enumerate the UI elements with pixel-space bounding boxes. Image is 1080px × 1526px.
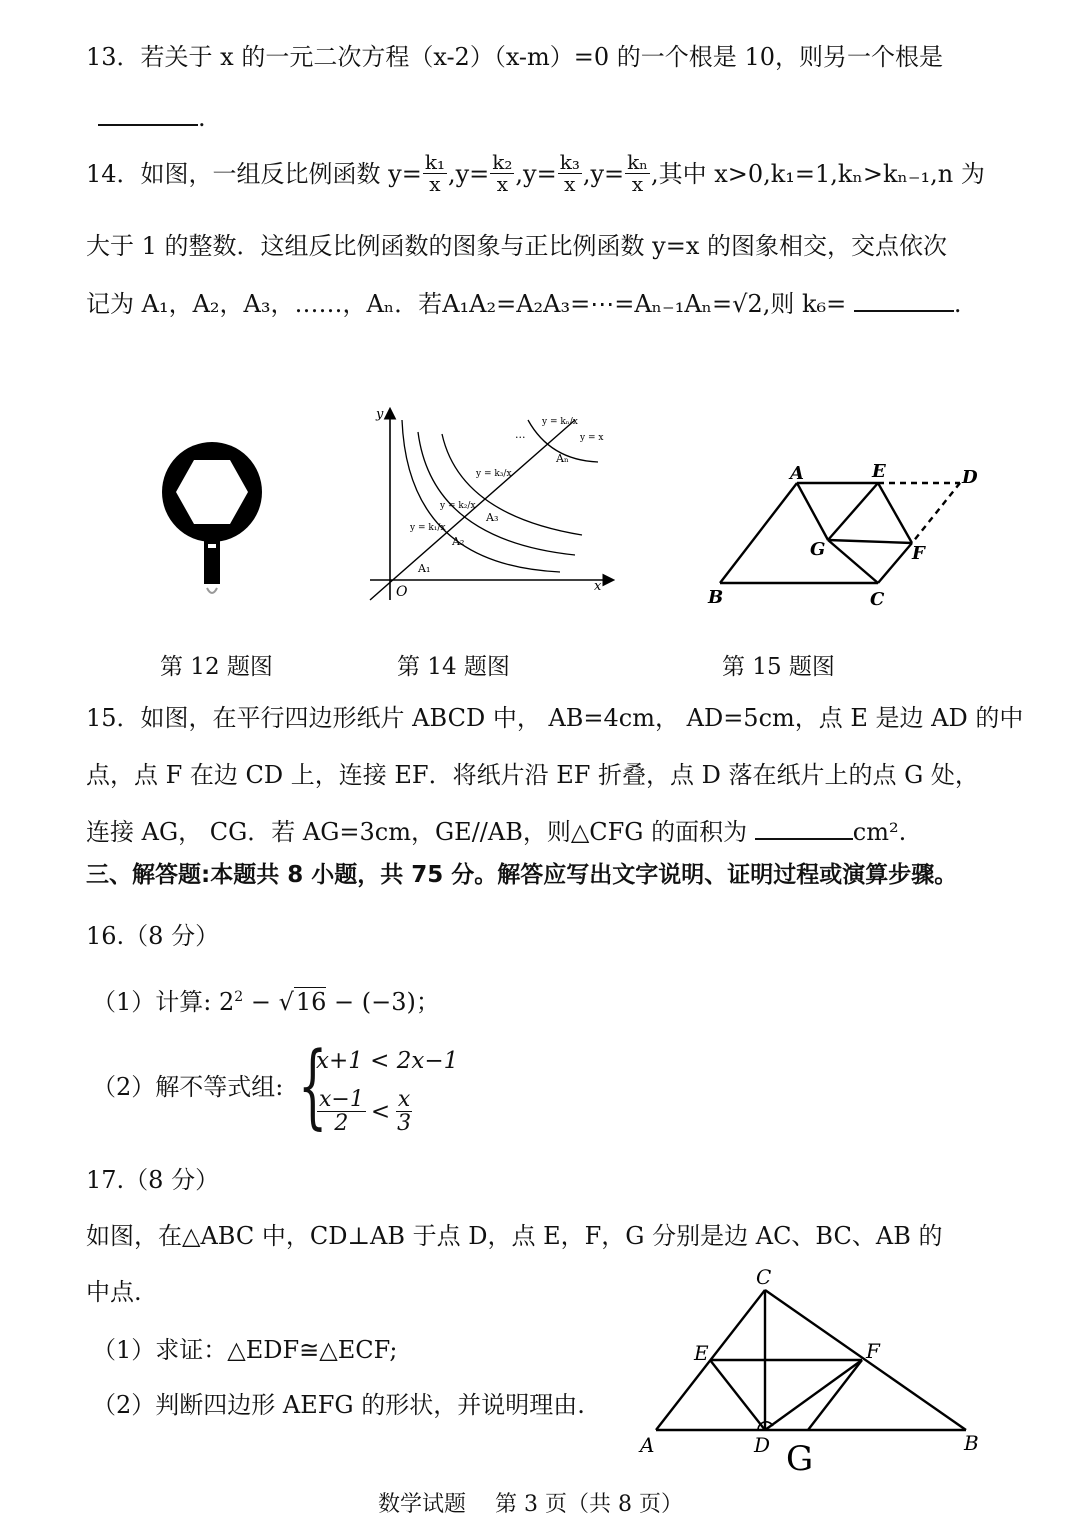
fig14-label-yx: y = x <box>580 433 604 443</box>
q14-prefix: 14．如图，一组反比例函数 y= <box>86 159 422 188</box>
q16-p1-label: （1）计算: <box>92 988 212 1016</box>
q17-line2: 中点. <box>86 1278 142 1306</box>
ineq2-den1: 2 <box>334 1111 349 1137</box>
fig15-ag <box>797 483 828 540</box>
q14-line3-end: . <box>953 290 962 318</box>
q15-line3-end: cm². <box>852 818 907 846</box>
q16-ineq1: x+1 < 2x−1 <box>316 1048 459 1074</box>
figure-17 <box>630 1262 990 1484</box>
fig15-cf <box>878 543 912 583</box>
q17-title: 17.（8 分） <box>86 1166 220 1194</box>
q13-line2 <box>98 106 206 130</box>
fig14-axis-x-label: x <box>594 579 602 594</box>
q14-frac1 <box>423 152 447 195</box>
figure-14 <box>360 400 620 610</box>
q15-line2: 点，点 F 在边 CD 上，连接 EF．将纸片沿 EF 折叠，点 D 落在纸片上的点 G 处， <box>86 761 979 789</box>
q14-line2-text: 大于 1 的整数．这组反比例函数的图象与正比例函数 y=x 的图象相交，交点依次 <box>86 232 947 260</box>
q14-line1 <box>86 152 985 195</box>
q13-text: 13．若关于 x 的一元二次方程（x-2）（x-m）=0 的一个根是 10，则另一个根是 <box>86 43 943 71</box>
fig17-fd <box>765 1360 862 1430</box>
fig14-dots: ... <box>515 428 526 441</box>
fig17-label-g-handwritten: G <box>786 1439 814 1479</box>
caption-14: 第 14 题图 <box>397 654 510 680</box>
ineq2-num2: x <box>397 1087 411 1112</box>
q16-part2-label: （2）解不等式组: <box>92 1073 284 1101</box>
fig17-ed <box>710 1360 765 1430</box>
fig12-tip <box>207 588 217 593</box>
fig12-stem-fill <box>204 548 220 584</box>
q14-mid3: ,y= <box>582 159 625 188</box>
q15-line1: 15．如图，在平行四边形纸片 ABCD 中， AB=4cm， AD=5cm，点 E 是边 AD 的中 <box>86 704 1024 732</box>
brace-icon: { <box>298 1032 328 1139</box>
q17-line1: 如图，在△ABC 中，CD⊥AB 于点 D，点 E，F，G 分别是边 AC、BC、AB 的 <box>86 1222 943 1250</box>
fig14-pt-a2: A₂ <box>452 535 465 548</box>
q14-answer-blank <box>854 304 954 312</box>
q14-line3-text: 记为 A₁，A₂，A₃，……，Aₙ．若A₁A₂=A₂A₃=⋯=Aₙ₋₁Aₙ=√2,则 k₆= <box>86 290 847 318</box>
frac1-num: k₁ <box>424 150 445 174</box>
sqrt-icon: √ <box>278 988 294 1016</box>
ineq2-den2: 3 <box>397 1111 412 1137</box>
q16-p1-expr <box>219 988 440 1016</box>
q13-answer-blank <box>98 118 198 126</box>
q15-line3 <box>86 820 906 844</box>
fig14-label-k2: y = k₂/x <box>440 501 476 511</box>
q14-frac3 <box>558 152 582 195</box>
q16-p1-rest: − (−3)； <box>326 988 440 1016</box>
q15-line3-text: 连接 AG， CG．若 AG=3cm，GE//AB，则△CFG 的面积为 <box>86 818 748 846</box>
fig17-label-a: A <box>640 1433 655 1457</box>
figure-15 <box>700 455 990 610</box>
q16-p1-root: 16 <box>295 988 327 1016</box>
frac3-den: x <box>564 172 576 196</box>
q14-frac4 <box>625 152 650 195</box>
fig15-label-a: A <box>790 463 804 484</box>
frac2-den: x <box>496 172 508 196</box>
ineq2-op: < <box>370 1098 391 1125</box>
fig15-label-g: G <box>810 539 826 560</box>
q14-frac2 <box>490 152 514 195</box>
fig15-label-c: C <box>870 589 885 610</box>
fig17-label-d: D <box>754 1433 771 1457</box>
caption-15: 第 15 题图 <box>722 654 835 680</box>
q13-line1 <box>86 45 943 69</box>
fig15-ef <box>878 483 912 543</box>
figure-12 <box>150 440 280 620</box>
section-3-heading: 三、解答题:本题共 8 小题，共 75 分。解答应写出文字说明、证明过程或演算步骤。 <box>86 862 958 888</box>
caption-12: 第 12 题图 <box>160 654 273 680</box>
fig15-gc <box>828 540 878 583</box>
q16-p1-base: 2 <box>219 988 235 1016</box>
q16-p1-minus: − <box>243 988 279 1016</box>
fig14-label-k3: y = k₃/x <box>476 469 512 479</box>
fig15-label-f: F <box>912 543 925 564</box>
q17-part2: （2）判断四边形 AEFG 的形状，并说明理由. <box>92 1391 585 1419</box>
fig15-df-dashed <box>912 483 960 543</box>
q14-suffix: ,其中 x>0,k₁=1,kₙ>kₙ₋₁,n 为 <box>650 159 985 188</box>
q16-ineq2-frac1 <box>317 1088 366 1135</box>
fig17-label-e: E <box>694 1341 709 1365</box>
q14-mid1: ,y= <box>447 159 490 188</box>
q16-ineq2-frac2 <box>395 1088 413 1135</box>
fig15-ge <box>828 483 878 540</box>
fig17-fg <box>808 1360 862 1430</box>
fig17-label-c: C <box>756 1265 772 1289</box>
fig15-ab <box>720 483 797 583</box>
frac4-num: kₙ <box>627 150 648 174</box>
frac2-num: k₂ <box>492 150 513 174</box>
fig14-pt-a1: A₁ <box>418 562 431 575</box>
q13-end: . <box>198 104 206 132</box>
frac4-den: x <box>631 172 644 196</box>
q15-answer-blank <box>755 832 853 840</box>
fig15-label-e: E <box>872 461 886 482</box>
q16-ineq2 <box>316 1088 414 1135</box>
q14-line2 <box>86 234 947 258</box>
fig14-label-k1: y = k₁/x <box>410 523 446 533</box>
fig14-curve-k3 <box>442 434 582 535</box>
q16-p1-exp: 2 <box>234 989 244 1005</box>
fig15-gf <box>828 540 912 543</box>
fig15-label-b: B <box>708 587 724 608</box>
fig17-label-f: F <box>866 1339 880 1363</box>
ineq2-num1: x−1 <box>319 1087 364 1112</box>
fig14-pt-a3: A₃ <box>486 511 499 524</box>
fig14-axis-y-label: y <box>376 407 384 422</box>
q14-line3 <box>86 292 962 316</box>
frac1-den: x <box>429 172 441 196</box>
fig15-label-d: D <box>962 467 978 488</box>
fig17-label-b: B <box>964 1431 979 1455</box>
page-footer: 数学试题 第 3 页（共 8 页） <box>378 1492 683 1517</box>
q16-part1 <box>92 990 440 1014</box>
fig14-pt-an: Aₙ <box>556 452 569 465</box>
frac3-num: k₃ <box>559 150 580 174</box>
fig14-origin: O <box>396 584 408 600</box>
fig14-label-kn: y = kₙ/x <box>542 417 578 427</box>
q17-part1: （1）求证：△EDF≅△ECF; <box>92 1336 398 1364</box>
q16-title: 16.（8 分） <box>86 922 220 950</box>
q14-mid2: ,y= <box>515 159 557 188</box>
